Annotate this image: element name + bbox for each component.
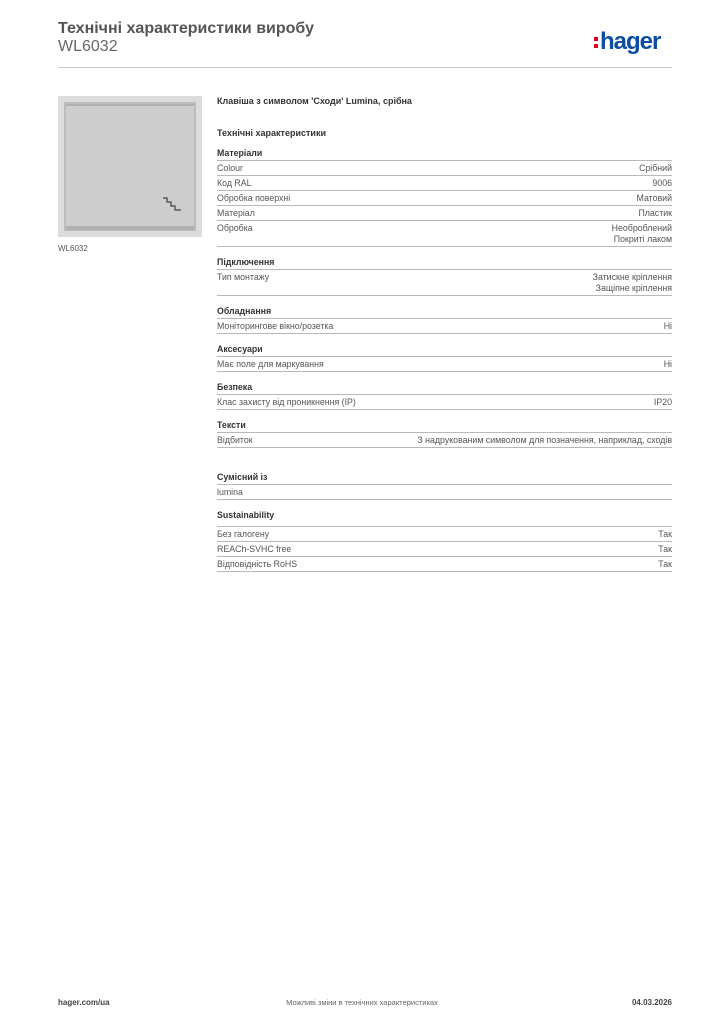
section-title-compatible: Сумісний із (217, 472, 268, 482)
spec-row: Код RAL 9006 (217, 175, 672, 190)
spec-row: Обробка поверхні Матовий (217, 190, 672, 205)
spec-row: Без галогену Так (217, 526, 672, 541)
spec-row: Обробка Необроблений Покриті лаком (217, 220, 672, 247)
footer-notice: Можливі зміни в технічних характеристиках (286, 998, 438, 1007)
section-title-accessories: Аксесуари (217, 344, 263, 354)
logo-text: hager (600, 28, 661, 55)
spec-row: Тип монтажу Затискне кріплення Защіпне кріплення (217, 269, 672, 296)
section-title-texts: Тексти (217, 420, 246, 430)
spec-row: Матеріал Пластик (217, 205, 672, 220)
product-name: Клавіша з символом 'Сходи' Lumina, срібна (217, 96, 412, 106)
spec-row: Має поле для маркування Ні (217, 356, 672, 372)
product-code: WL6032 (58, 38, 118, 55)
section-title-equipment: Обладнання (217, 306, 272, 316)
spec-row: Відповідність RoHS Так (217, 556, 672, 572)
section-title-safety: Безпека (217, 382, 253, 392)
header-divider (58, 67, 672, 68)
logo-dots-icon (594, 34, 598, 51)
section-title-connection: Підключення (217, 257, 275, 267)
spec-heading: Технічні характеристики (217, 128, 326, 138)
spec-row: Colour Срібний (217, 160, 672, 175)
product-image (58, 96, 202, 237)
footer-website-link[interactable]: hager.com/ua (58, 998, 110, 1007)
spec-row: REACh-SVHC free Так (217, 541, 672, 556)
switch-plate (64, 102, 196, 231)
hager-logo (594, 28, 660, 56)
spec-row: Клас захисту від проникнення (IP) IP20 (217, 394, 672, 410)
section-title-materials: Матеріали (217, 148, 263, 158)
page-title: Технічні характеристики виробу (58, 20, 314, 37)
spec-row: Моніторингове вікно/розетка Ні (217, 318, 672, 334)
stairs-symbol-icon (162, 194, 182, 214)
spec-row: lumina (217, 484, 672, 500)
specifications (217, 96, 672, 572)
spec-row: Відбиток З надрукованим символом для позначення, наприклад, сходів (217, 432, 672, 448)
image-caption: WL6032 (58, 244, 88, 253)
section-title-sustainability: Sustainability (217, 510, 275, 520)
footer-date: 04.03.2026 (631, 998, 672, 1007)
